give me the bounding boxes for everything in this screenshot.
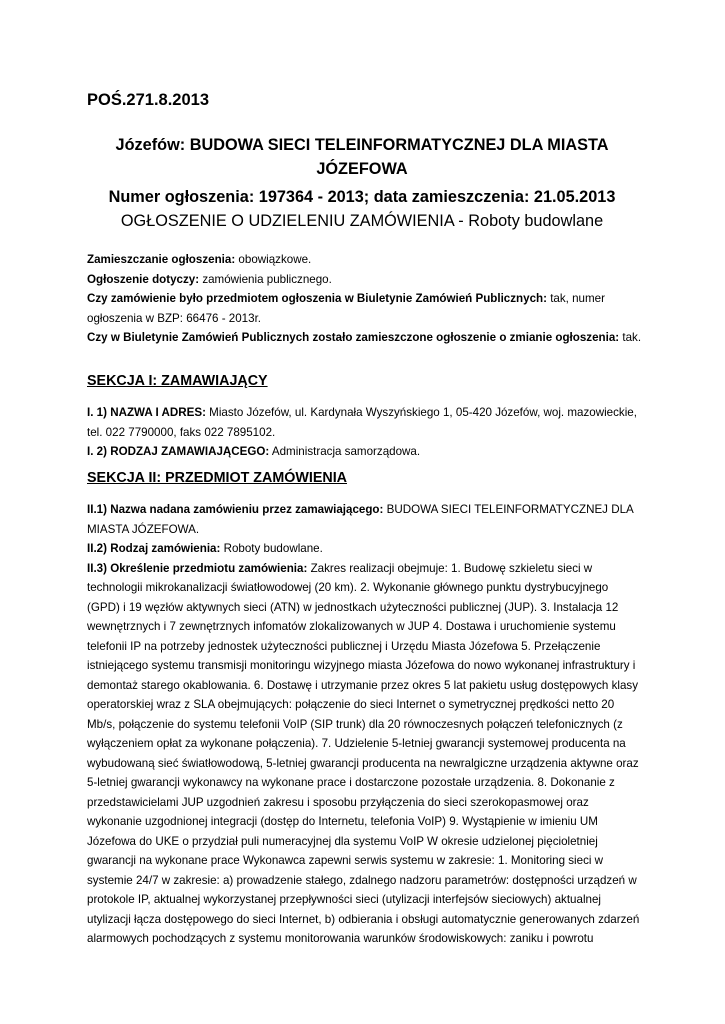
intro-value: tak. (619, 331, 642, 344)
intro-value: zamówienia publicznego. (199, 272, 332, 286)
item-value: BUDOWA SIECI TELEINFORMATYCZNEJ DLA MIASTA JÓZEFOWA. (87, 503, 634, 536)
intro-item (87, 270, 643, 290)
item-value: Miasto Józefów, ul. Kardynała Wyszyńskiego 1, 05-420 Józefów, woj. mazowieckie, tel. 022 7790000, faks 022 7895102. (87, 406, 637, 439)
item-value: Administracja samorządowa. (269, 445, 421, 458)
section-2-item (87, 559, 643, 949)
item-label: II.3) Określenie przedmiotu zamówienia: (87, 561, 308, 575)
intro-value: obowiązkowe. (235, 253, 312, 266)
section-2-item (87, 500, 643, 539)
section-2-item (87, 539, 643, 559)
section-1-heading: SEKCJA I: ZAMAWIAJĄCY (87, 373, 268, 389)
item-label: II.1) Nazwa nadana zamówieniu przez zamawiającego: (87, 503, 384, 516)
intro-value: tak, numer ogłoszenia w BZP: 66476 - 2013r. (87, 292, 605, 325)
section-1-item (87, 442, 643, 462)
item-value: Roboty budowlane. (220, 542, 323, 555)
title-line-3: OGŁOSZENIE O UDZIELENIU ZAMÓWIENIA - Roboty budowlane (120, 212, 604, 230)
title-line-2: Numer ogłoszenia: 197364 - 2013; data zamieszczenia: 21.05.2013 (108, 188, 616, 206)
title-block (87, 133, 637, 233)
section-1-body (87, 403, 643, 462)
intro-item (87, 289, 643, 328)
section-2-body (87, 500, 643, 949)
section-1-item (87, 403, 643, 442)
intro-label: Czy zamówienie było przedmiotem ogłoszenia w Biuletynie Zamówień Publicznych: (87, 292, 547, 305)
intro-item (87, 250, 643, 270)
item-value: Zakres realizacji obejmuje: 1. Budowę szkieletu sieci w technologii mikrokanalizacji światłowodowej (20 km). 2. Wykonanie głównego punktu dystrybucyjnego (GPD) i 19 węzłów aktywnych sieci (ATN) w jednostkach użyteczności publicznej (JUP). 3. Instalacja 12 wewnętrznych i 7 zewnętrznych infomatów zlokalizowanych w JUP 4. Dostawa i uruchomienie systemu telefonii IP na potrzeby jednostek użyteczności publicznej i Urzędu Miasta Józefowa 5. Przełączenie istniejącego systemu transmisji monitoringu wizyjnego miasta Józefowa do nowo wykonanej infrastruktury i demontaż starego okablowania. 6. Dostawę i utrzymanie przez okres 5 lat pakietu usług dostępowych klasy operatorskiej wraz z SLA obejmujących: połączenie do sieci Internet o symetrycznej prędkości netto 20 Mb/s, połączenie do systemu telefonii VoIP (SIP trunk) dla 20 równoczesnych połączeń telefonicznych (z wyłączeniem opłat za wykonane połączenia). 7. Udzielenie 5-letniej gwarancji systemowej producenta na wybudowaną sieć światłowodową, 5-letniej gwarancji producenta na newralgiczne urządzenia aktywne oraz 5-letniej gwarancji wykonawcy na wykonane prace i dostarczone pozostałe urządzenia. 8. Dokonanie z przedstawicielami JUP uzgodnień zakresu i sposobu przyłączenia do sieci szerokopasmowej oraz wykonanie uzgodnionej integracji (dostęp do Internetu, telefonia VoIP) 9. Wystąpienie w imieniu UM Józefowa do UKE o przydział puli numeracyjnej dla systemu VoIP W okresie udzielonej pięcioletniej gwarancji na wykonane prace Wykonawca zapewni serwis systemu w zakresie: 1. Monitoring sieci w systemie 24/7 w zakresie: a) prowadzenie stałego, zdalnego nadzoru parametrów: dostępności urządzeń w protokole IP, aktualnej wykorzystanej przepływności sieci (utylizacji interfejsów sieciowych) aktualnej utylizacji łącza dostępowego do sieci Internet, b) odbierania i obsługi automatycznie generowanych zdarzeń alarmowych pochodzących z systemu monitorowania warunków środowiskowych: zaniku i powrotu (87, 561, 640, 945)
intro-item (87, 328, 643, 348)
item-label: I. 1) NAZWA I ADRES: (87, 406, 206, 419)
title-line-1: Józefów: BUDOWA SIECI TELEINFORMATYCZNEJ DLA MIASTA JÓZEFOWA (115, 136, 609, 178)
item-label: I. 2) RODZAJ ZAMAWIAJĄCEGO: (87, 445, 270, 458)
intro-label: Czy w Biuletynie Zamówień Publicznych zostało zamieszczone ogłoszenie o zmianie ogłoszenia: (87, 331, 620, 344)
intro-label: Zamieszczanie ogłoszenia: (87, 253, 236, 266)
intro-label: Ogłoszenie dotyczy: (87, 272, 200, 286)
intro-block (87, 250, 643, 348)
item-label: II.2) Rodzaj zamówienia: (87, 542, 221, 555)
document-reference: POŚ.271.8.2013 (87, 91, 210, 109)
section-2-heading: SEKCJA II: PRZEDMIOT ZAMÓWIENIA (87, 470, 347, 486)
